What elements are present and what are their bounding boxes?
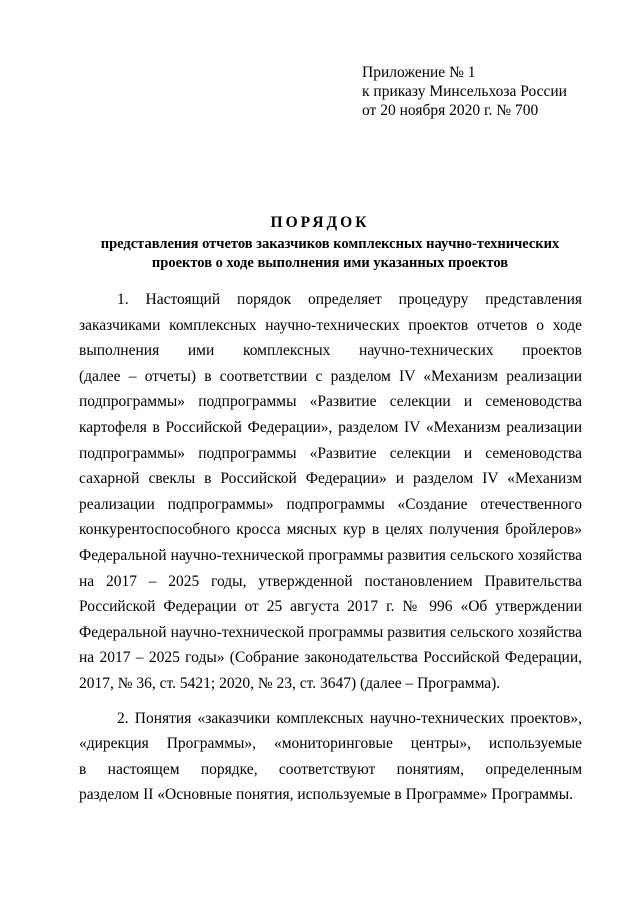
document-body <box>79 287 582 808</box>
text-line: реализации подпрограммы» подпрограммы «Создание отечественного <box>79 495 582 513</box>
document-title: ПОРЯДОК <box>270 214 370 231</box>
text-line: подпрограммы» подпрограммы «Развитие селекции и семеноводства <box>79 393 582 411</box>
text-line: «дирекция Программы», «мониторинговые центры», используемые <box>79 735 582 753</box>
text-line: на 2017 – 2025 годы» (Собрание законодательства Российской Федерации, <box>79 649 582 667</box>
text-line: на 2017 – 2025 годы, утвержденной постановлением Правительства <box>79 572 582 590</box>
text-line: сахарной свеклы в Российской Федерации» и разделом IV «Механизм <box>79 470 582 488</box>
text-line: выполнения ими комплексных научно-технических проектов <box>79 342 582 360</box>
appendix-number: Приложение № 1 <box>362 64 476 81</box>
text-line: конкурентоспособного кросса мясных кур в целях получения бройлеров» <box>79 521 582 539</box>
document-subtitle <box>60 235 600 273</box>
text-line: 2017, № 36, ст. 5421; 2020, № 23, ст. 3647) (далее – Программа). <box>79 674 501 692</box>
text-line: заказчиками комплексных научно-технических проектов отчетов о ходе <box>79 316 582 334</box>
text-line: Федеральной научно-технической программы развития сельского хозяйства <box>79 623 582 641</box>
appendix-header <box>362 63 567 120</box>
text-line: (далее – отчеты) в соответствии с разделом IV «Механизм реализации <box>79 367 582 385</box>
text-line: Российской Федерации от 25 августа 2017 г. № 996 «Об утверждении <box>79 598 582 616</box>
paragraph-1 <box>79 287 582 697</box>
subtitle-line: проектов о ходе выполнения ими указанных проектов <box>151 255 509 271</box>
text-line: 2. Понятия «заказчики комплексных научно-технических проектов», <box>117 709 582 727</box>
text-line: разделом II «Основные понятия, используемые в Программе» Программы. <box>79 786 573 804</box>
paragraph-2 <box>79 706 582 808</box>
appendix-order-date: от 20 ноября 2020 г. № 700 <box>362 102 539 119</box>
text-line: 1. Настоящий порядок определяет процедуру представления <box>117 291 582 308</box>
text-line: подпрограммы» подпрограммы «Развитие селекции и семеноводства <box>79 444 582 462</box>
subtitle-line: представления отчетов заказчиков комплексных научно-технических <box>100 236 560 252</box>
text-line: картофеля в Российской Федерации», разделом IV «Механизм реализации <box>79 418 582 436</box>
paragraph-gap <box>79 697 582 706</box>
text-line: в настоящем порядке, соответствуют понятиям, определенным <box>79 760 582 778</box>
text-line: Федеральной научно-технической программы развития сельского хозяйства <box>79 546 582 564</box>
appendix-order-reference: к приказу Минсельхоза России <box>362 83 567 100</box>
